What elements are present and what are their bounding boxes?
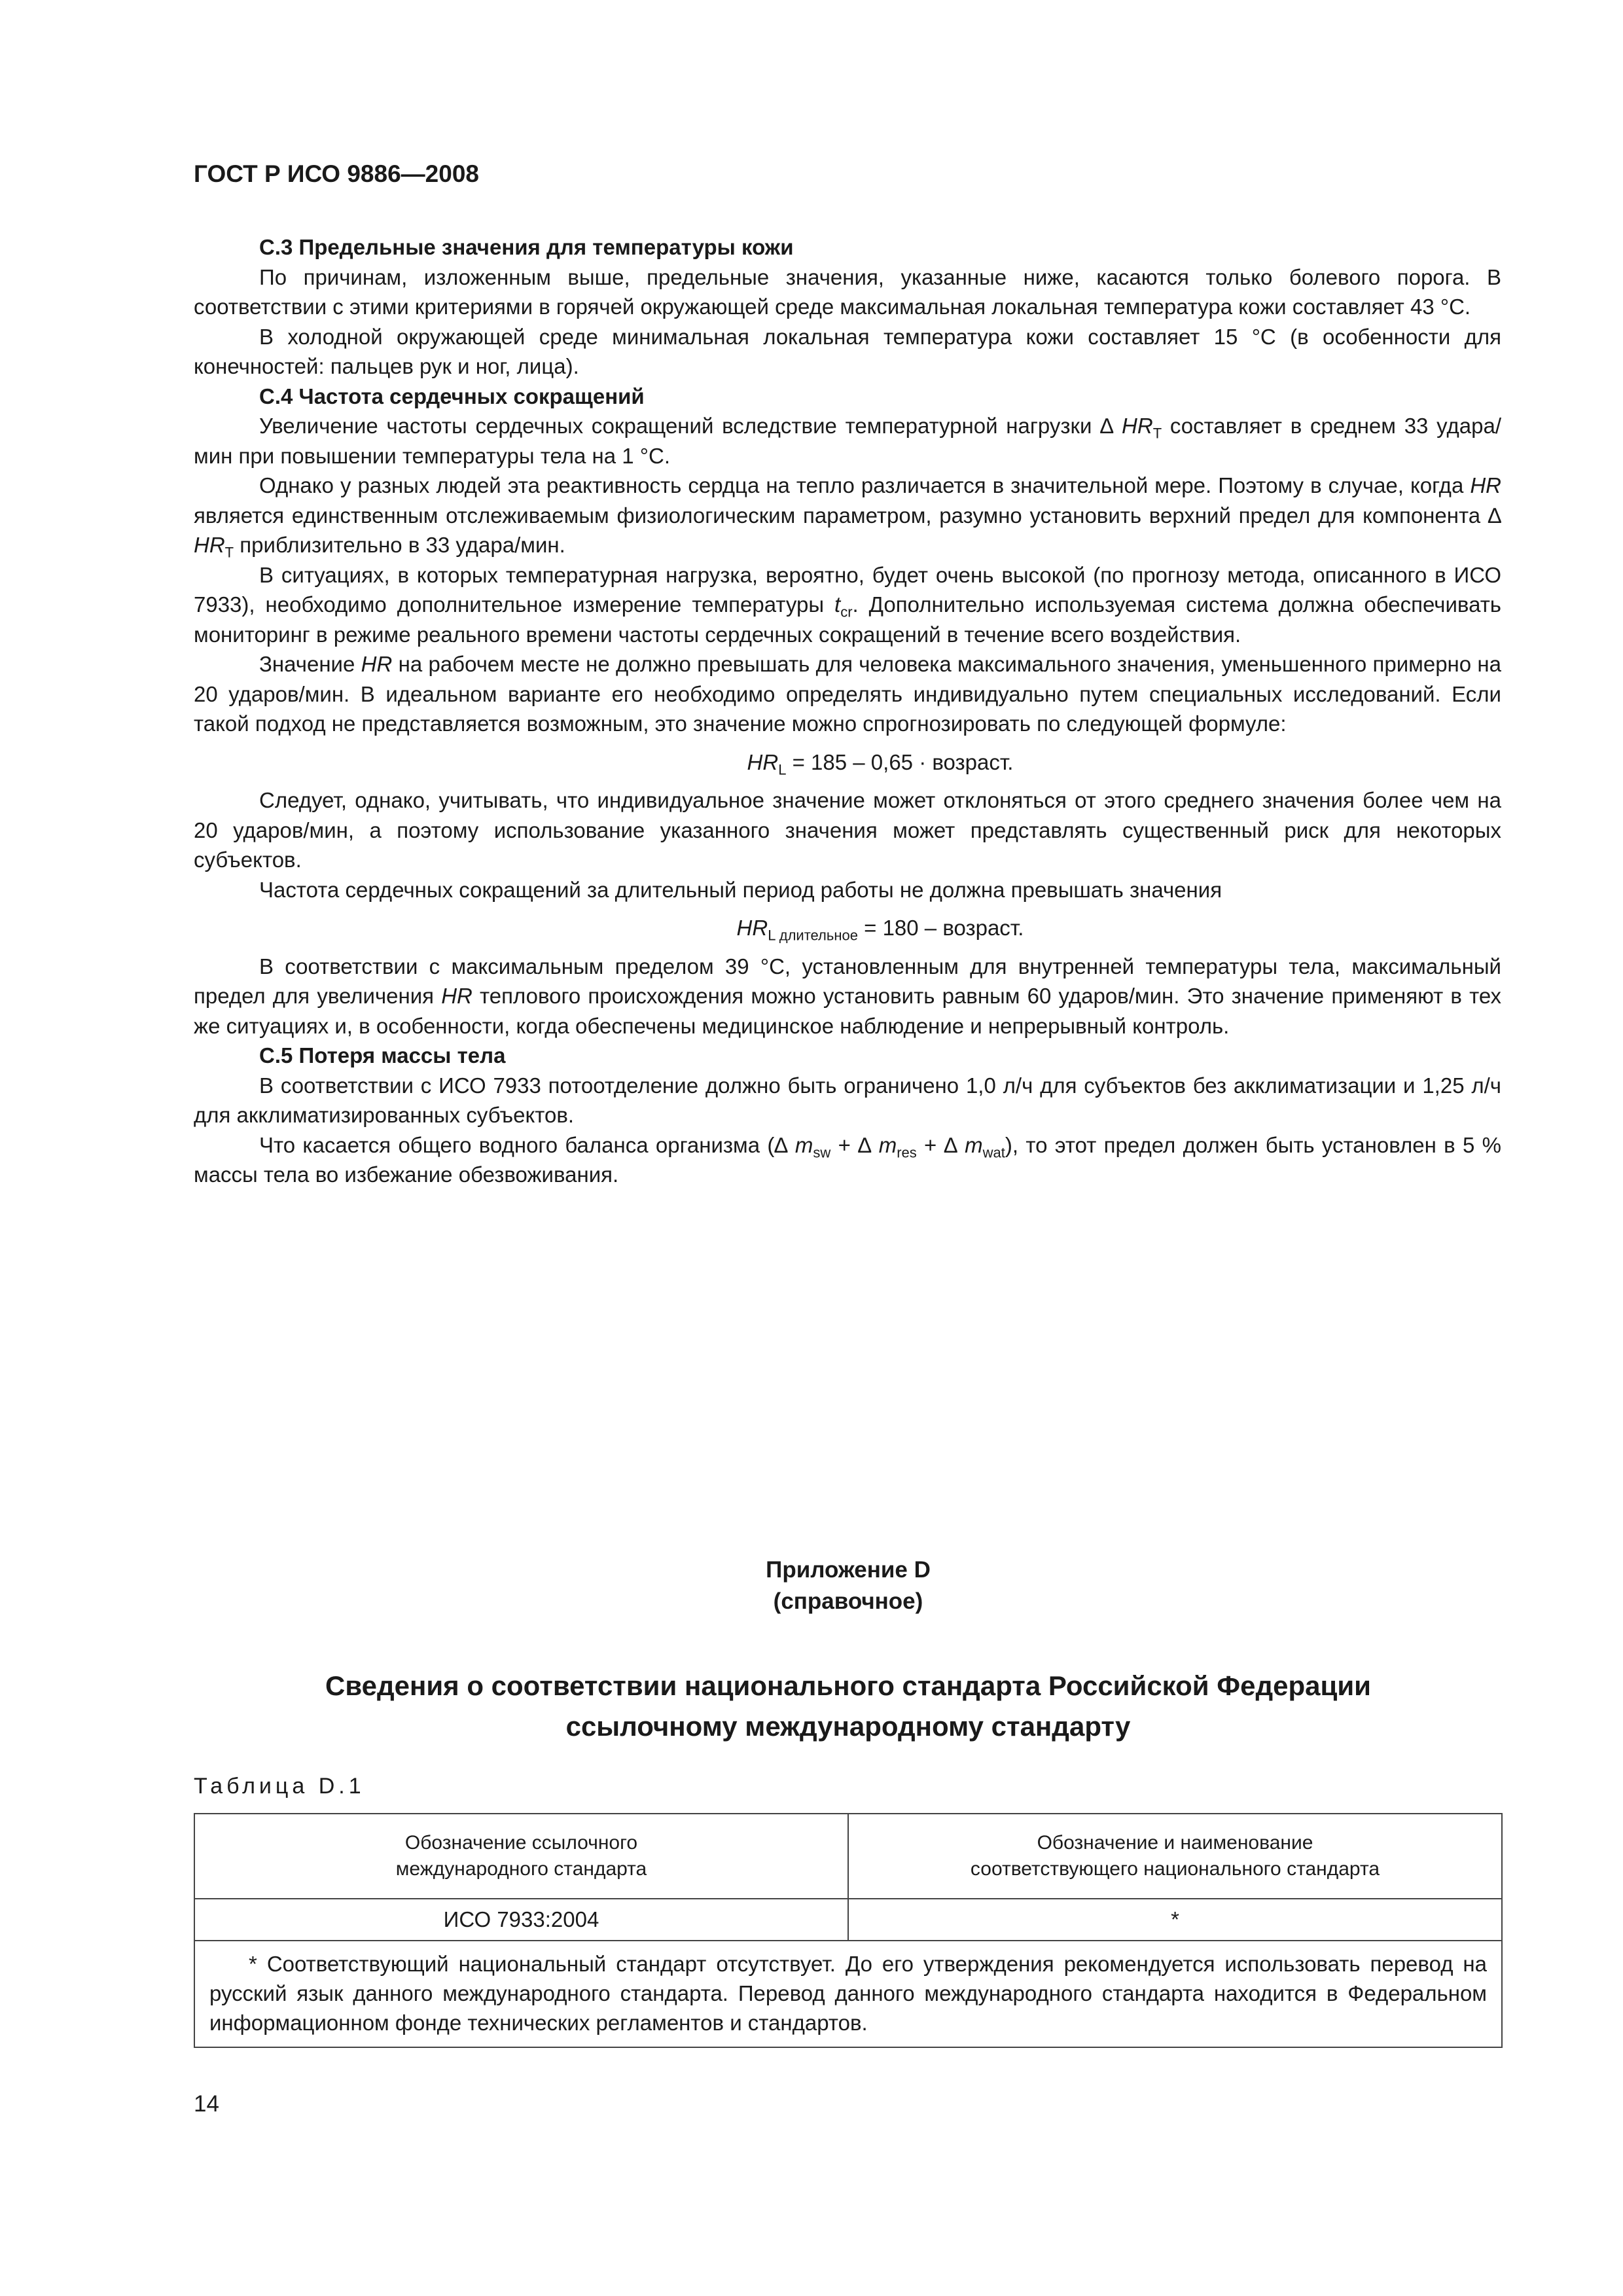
table-caption: Таблица D.1 xyxy=(194,1774,365,1799)
section-c4-paragraph-2: Однако у разных людей эта реактивность сердца на тепло различается в значительной мере. Поэтому в случае, когда HR является единственным отслеживаемым физиологическим параметром, разумно установить верхний предел для компонента ∆ $HR_T$ приблизительно в 33 удара/мин. xyxy=(194,473,1501,561)
footnote-mark: * xyxy=(249,1952,257,1976)
section-c4-paragraph-5: Следует, однако, учитывать, что индивидуальное значение может отклоняться от этого среднего значения более чем на 20 ударов/мин, а поэтому использование указанного значения может представлять существенный риск для некоторых субъектов. xyxy=(194,788,1501,872)
table-cell: ИСО 7933:2004 xyxy=(194,1899,848,1941)
section-c3-paragraph-1: По причинам, изложенным выше, предельные значения, указанные ниже, касаются только болевого порога. В соответствии с этими критериями в горячей окружающей среде максимальная локальная температура кожи составляет 43 °C. xyxy=(194,264,1501,319)
formula-hr-limit: $HR_L = 185 - 0,65$ · возраст. xyxy=(747,749,1014,778)
annex-title: Сведения о соответствии национального стандарта Российской Федерации ссылочному международному стандарту xyxy=(325,1670,1371,1742)
section-c5-paragraph-2: Что касается общего водного баланса организма (∆ $m_{sw}$ + ∆ $m_{res}$ + ∆ $m_{wat}$), то этот предел должен быть установлен в 5 % массы тела во избежание обезвоживания. xyxy=(194,1132,1501,1187)
annex-label: Приложение D xyxy=(766,1557,931,1583)
table-cell: * xyxy=(848,1899,1502,1941)
annex-heading xyxy=(194,1554,1503,1617)
main-content xyxy=(194,232,1501,1190)
document-header: ГОСТ Р ИСО 9886—2008 xyxy=(194,160,479,187)
section-c3-heading: C.3 Предельные значения для температуры кожи xyxy=(259,235,794,259)
page-number: 14 xyxy=(194,2091,219,2117)
table-footnote-row xyxy=(194,1941,1502,2047)
formula-hr-long-term: $HR_{L длительное} = 180$ – возраст. xyxy=(736,916,1024,944)
section-c4-paragraph-4: Значение HR на рабочем месте не должно превышать для человека максимального значения, уменьшенного примерно на 20 ударов/мин. В идеальном варианте его необходимо определять индивидуально путем специальных исследований. Если такой подход не представляется возможным, это значение можно спрогнозировать по следующей формуле: xyxy=(194,652,1502,736)
section-c4-heading: C.4 Частота сердечных сокращений xyxy=(259,384,645,408)
section-c4-paragraph-3: В ситуациях, в которых температурная нагрузка, вероятно, будет очень высокой (по прогнозу метода, описанного в ИСО 7933), необходимо дополнительное измерение температуры $t_{cr}$. Дополнительно используемая система должна обеспечивать мониторинг в режиме реального времени частоты сердечных сокращений в течение всего воздействия. xyxy=(194,562,1501,647)
footnote-text: Соответствующий национальный стандарт отсутствует. До его утверждения рекомендуется использовать перевод на русский язык данного международного стандарта. Перевод данного международного стандарта находится в Федеральном информационном фонде технических регламентов и стандартов. xyxy=(209,1952,1488,2035)
section-c5-paragraph-1: В соответствии с ИСО 7933 потоотделение должно быть ограничено 1,0 л/ч для субъектов без акклиматизации и 1,25 л/ч для акклиматизированных субъектов. xyxy=(194,1073,1501,1127)
section-c5-heading: C.5 Потеря массы тела xyxy=(259,1043,506,1067)
section-c4-paragraph-6: Частота сердечных сокращений за длительный период работы не должна превышать значения xyxy=(259,877,1222,902)
annex-type: (справочное) xyxy=(773,1588,923,1614)
correspondence-table xyxy=(194,1813,1503,2048)
table-header-row xyxy=(194,1814,1502,1899)
table-footnote xyxy=(194,1941,1502,2047)
table-row xyxy=(194,1899,1502,1941)
table-header-cell: Обозначение ссылочного международного стандарта xyxy=(194,1814,848,1899)
table-header-cell: Обозначение и наименование соответствующего национального стандарта xyxy=(848,1814,1502,1899)
section-c4-paragraph-7: В соответствии с максимальным пределом 39 °C, установленным для внутренней температуры тела, максимальный предел для увеличения HR теплового происхождения можно установить равным 60 ударов/мин. Это значение применяют в тех же ситуациях и, в особенности, когда обеспечены медицинское наблюдение и непрерывный контроль. xyxy=(194,954,1501,1038)
section-c3-paragraph-2: В холодной окружающей среде минимальная локальная температура кожи составляет 15 °C (в особенности для конечностей: пальцев рук и ног, лица). xyxy=(194,324,1501,378)
section-c4-paragraph-1: Увеличение частоты сердечных сокращений вследствие температурной нагрузки ∆ $HR_T$ составляет в среднем 33 удара/мин при повышении температуры тела на 1 °C. xyxy=(194,414,1502,468)
